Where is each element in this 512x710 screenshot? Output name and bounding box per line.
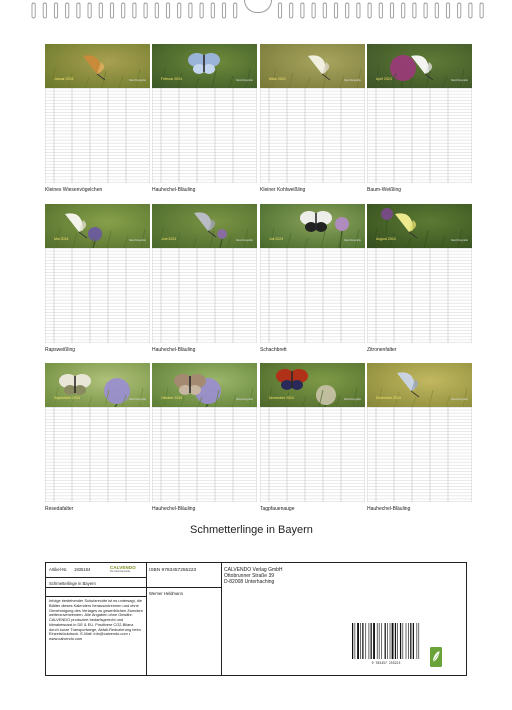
month-page: [367, 44, 472, 194]
spiral-ring: [278, 3, 281, 18]
barcode-bar: [390, 623, 391, 659]
spiral-ring: [334, 3, 337, 18]
spiral-ring: [122, 3, 125, 18]
month-caption: Schachbrett: [260, 347, 287, 353]
legal-text: Infolge bestehender Schutzrechte ist es untersagt, die Blätter dieses Kalenders herauszutrennen und ohne Genehmigung des Verlages zu gewerblichen Zwecken weiterzuverwenden. Alle Angaben ohne Gewähr. CALVENDO produziert bedarfsgerecht und klimabewusst in DE & EU. Positivere CO2-Bilanz durch kurze Transportwege, Abfall-Reduzierung beim Einzelstückdruck. E-Mail: info@calvendo.com • www.calvendo.com: [49, 598, 143, 642]
photo-month-label: Januar 2024: [54, 77, 74, 81]
planner-table: [152, 88, 257, 183]
barcode-bar: [417, 623, 418, 659]
month-caption: Baum-Weißling: [367, 187, 402, 193]
barcode-bar: [400, 623, 401, 659]
month-page: [367, 204, 472, 354]
month-caption: Kleiner Kohlweißling: [260, 187, 306, 193]
month-caption: Hauhechel-Bläuling: [152, 347, 196, 353]
month-grid: [45, 44, 467, 518]
barcode-bar: [360, 623, 361, 659]
barcode-bar: [352, 623, 353, 659]
butterfly-photo: [260, 44, 365, 88]
barcode-bar: [373, 623, 375, 659]
imprint-box: [45, 562, 467, 676]
spiral-ring: [66, 3, 69, 18]
spiral-ring: [323, 3, 326, 18]
butterfly-photo: [367, 204, 472, 248]
butterfly-photo: [260, 204, 365, 248]
spiral-ring: [110, 3, 113, 18]
barcode-digits: 9 783457 255223: [371, 661, 401, 665]
spiral-ring: [222, 3, 225, 18]
spiral-ring: [402, 3, 405, 18]
barcode-bar: [406, 623, 407, 659]
article-label: Artikel-Nr.: [49, 567, 68, 572]
spiral-ring: [424, 3, 427, 18]
product-title: Schmetterlinge in Bayern: [49, 581, 96, 586]
butterfly-photo: [367, 363, 472, 407]
planner-table: [367, 88, 472, 183]
spiral-ring: [189, 3, 192, 18]
month-page: [152, 204, 257, 354]
month-page: [152, 363, 257, 513]
spiral-ring: [155, 3, 158, 18]
calvendo-logo: [110, 565, 144, 575]
month-caption: Zitronenfalter: [367, 347, 397, 353]
photo-brand-label: Naturfotografie: [128, 79, 146, 82]
spiral-ring: [166, 3, 169, 18]
spiral-ring: [133, 3, 136, 18]
photo-month-label: Oktober 2024: [161, 396, 183, 400]
spiral-ring: [413, 3, 416, 18]
barcode-bar: [362, 623, 363, 659]
spiral-ring: [390, 3, 393, 18]
barcode-bar: [379, 623, 380, 659]
planner-table: [152, 407, 257, 502]
butterfly-photo: [152, 44, 257, 88]
spiral-ring: [43, 3, 46, 18]
month-page: [45, 204, 150, 354]
planner-table: [260, 88, 365, 183]
barcode-bar: [385, 623, 386, 659]
month-caption: Hauhechel-Bläuling: [152, 506, 196, 512]
article-number: 1935184: [74, 567, 91, 572]
photo-brand-label: Naturfotografie: [450, 79, 468, 82]
barcode-bar: [418, 623, 419, 659]
spiral-ring: [480, 3, 483, 18]
month-caption: Kleines Wiesenvögelchen: [45, 187, 103, 193]
spiral-ring: [144, 3, 147, 18]
spiral-ring: [379, 3, 382, 18]
barcode-bar: [397, 623, 398, 659]
planner-table: [367, 248, 472, 343]
spiral-ring: [446, 3, 449, 18]
month-page: [260, 363, 365, 513]
spiral-ring: [54, 3, 57, 18]
barcode-bar: [408, 623, 409, 659]
photo-month-label: April 2024: [376, 77, 392, 81]
photo-brand-label: Naturfotografie: [343, 398, 361, 401]
butterfly-photo: [45, 204, 150, 248]
barcode-bar: [387, 623, 388, 659]
barcode-bar: [365, 623, 366, 659]
photo-month-label: Februar 2024: [161, 77, 183, 81]
photo-month-label: Dezember 2024: [376, 396, 401, 400]
month-caption: Rapsweißling: [45, 347, 76, 353]
spiral-ring: [234, 3, 237, 18]
month-caption: Resedafalter: [45, 506, 74, 512]
spiral-ring: [178, 3, 181, 18]
isbn: ISBN 9783457255223: [149, 568, 197, 573]
photo-brand-label: Naturfotografie: [128, 398, 146, 401]
barcode-bar: [410, 623, 411, 659]
spiral-ring: [301, 3, 304, 18]
month-page: [260, 204, 365, 354]
planner-table: [260, 248, 365, 343]
photo-brand-label: Naturfotografie: [128, 239, 146, 242]
butterfly-photo: [367, 44, 472, 88]
photo-brand-label: Naturfotografie: [343, 239, 361, 242]
photo-month-label: Juli 2024: [269, 237, 284, 241]
barcode-bar: [381, 623, 382, 659]
photo-brand-label: Naturfotografie: [343, 79, 361, 82]
month-caption: Tagpfauenauge: [260, 506, 295, 512]
barcode-bar: [392, 623, 394, 659]
spiral-ring: [290, 3, 293, 18]
photo-month-label: Mai 2024: [54, 237, 69, 241]
month-caption: Hauhechel-Bläuling: [367, 506, 411, 512]
spiral-ring: [458, 3, 461, 18]
photo-month-label: September 2024: [54, 396, 80, 400]
photo-brand-label: Naturfotografie: [235, 239, 253, 242]
photo-brand-label: Naturfotografie: [235, 79, 253, 82]
spiral-ring: [469, 3, 472, 18]
photo-brand-label: Naturfotografie: [450, 239, 468, 242]
eco-leaf-icon: [430, 647, 442, 667]
publisher-city: D-82008 Unterhaching: [224, 579, 275, 585]
barcode-bar: [371, 623, 372, 659]
month-page: [152, 44, 257, 194]
spiral-ring: [77, 3, 80, 18]
planner-table: [45, 248, 150, 343]
photo-brand-label: Naturfotografie: [450, 398, 468, 401]
barcode-bar: [413, 623, 414, 659]
spiral-ring: [32, 3, 35, 18]
barcode-bar: [377, 623, 378, 659]
planner-table: [152, 248, 257, 343]
spiral-ring: [88, 3, 91, 18]
spiral-ring: [312, 3, 315, 18]
logo-subline: Die Kalendermarke: [110, 570, 131, 573]
calendar-title: Schmetterlinge in Bayern: [190, 524, 313, 536]
butterfly-photo: [45, 44, 150, 88]
spiral-ring: [211, 3, 214, 18]
barcode-bar: [357, 623, 359, 659]
publisher-street: Ottobrunner Straße 39: [224, 573, 275, 579]
spiral-ring: [368, 3, 371, 18]
spiral-ring: [200, 3, 203, 18]
butterfly-photo: [45, 363, 150, 407]
planner-table: [45, 88, 150, 183]
barcode-bar: [355, 623, 356, 659]
month-page: [367, 363, 472, 513]
author-name: Werner Heldmann: [149, 591, 183, 596]
spiral-ring: [346, 3, 349, 18]
butterfly-photo: [152, 204, 257, 248]
publisher-name: CALVENDO Verlag GmbH: [224, 567, 283, 573]
logo-word: CALVENDO: [110, 565, 136, 570]
butterfly-photo: [152, 363, 257, 407]
photo-month-label: August 2024: [376, 237, 396, 241]
barcode-bar: [395, 623, 396, 659]
planner-table: [367, 407, 472, 502]
photo-brand-label: Naturfotografie: [235, 398, 253, 401]
barcode-bar: [403, 623, 404, 659]
planner-table: [260, 407, 365, 502]
spiral-ring: [99, 3, 102, 18]
photo-month-label: März 2024: [269, 77, 286, 81]
butterfly-photo: [260, 363, 365, 407]
photo-month-label: November 2024: [269, 396, 294, 400]
month-page: [260, 44, 365, 194]
month-caption: Hauhechel-Bläuling: [152, 187, 196, 193]
photo-month-label: Juni 2024: [161, 237, 177, 241]
barcode: [348, 621, 424, 667]
spiral-ring: [357, 3, 360, 18]
spiral-ring: [435, 3, 438, 18]
barcode-bar: [369, 623, 370, 659]
planner-table: [45, 407, 150, 502]
month-page: [45, 363, 150, 513]
month-page: [45, 44, 150, 194]
